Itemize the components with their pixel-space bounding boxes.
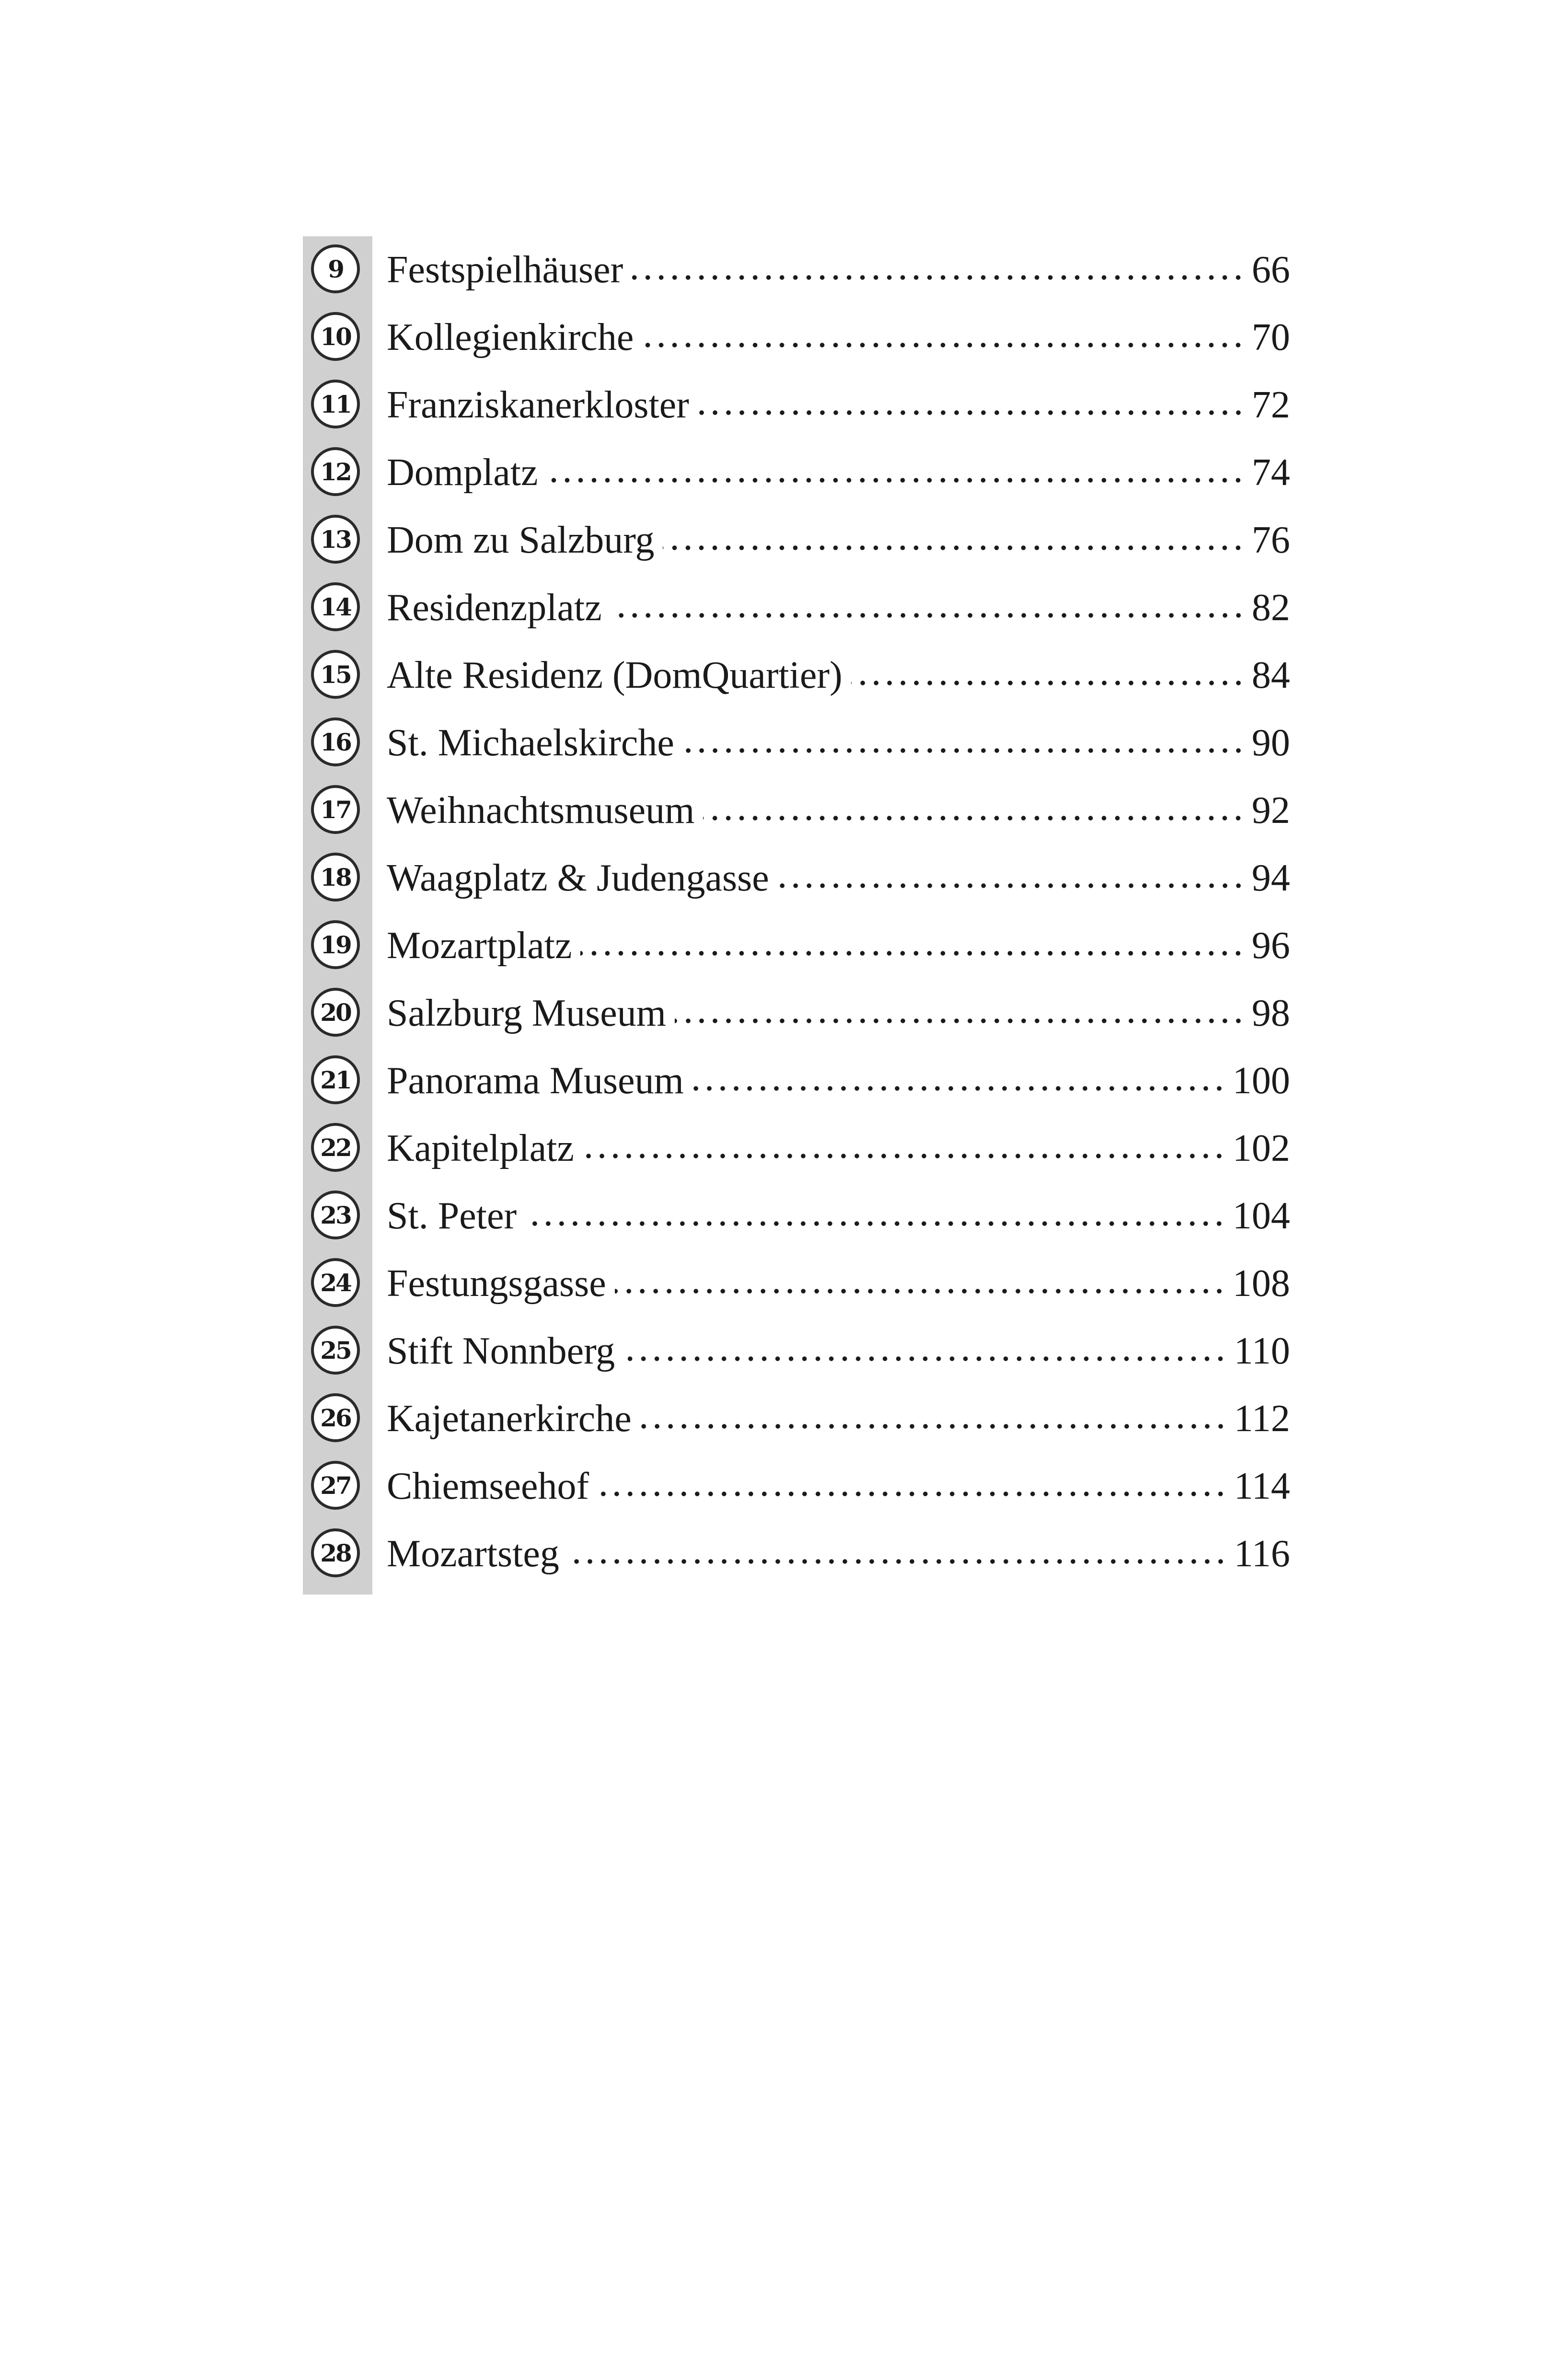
entry-number-badge: 23 bbox=[311, 1191, 360, 1239]
dot-leader bbox=[663, 545, 1245, 551]
entry-title: St. Peter bbox=[387, 1195, 517, 1237]
toc-entry[interactable] bbox=[303, 236, 1290, 304]
entry-page-number: 100 bbox=[1233, 1060, 1290, 1102]
entry-number-badge: 20 bbox=[311, 988, 360, 1037]
dot-leader bbox=[632, 275, 1245, 280]
entry-title: Panorama Museum bbox=[387, 1060, 684, 1102]
toc-entry[interactable] bbox=[303, 912, 1290, 980]
entry-page-number: 102 bbox=[1233, 1127, 1290, 1169]
dot-leader bbox=[851, 680, 1245, 686]
entry-title: Festungsgasse bbox=[387, 1262, 606, 1305]
toc-entry[interactable] bbox=[303, 1318, 1290, 1385]
entry-page-number: 82 bbox=[1252, 587, 1290, 629]
entry-page-number: 76 bbox=[1252, 519, 1290, 561]
entry-title: Dom zu Salzburg bbox=[387, 519, 655, 561]
dot-leader bbox=[640, 1423, 1227, 1429]
dot-leader bbox=[611, 613, 1245, 618]
dot-leader bbox=[675, 1018, 1245, 1024]
entry-number-badge: 16 bbox=[311, 717, 360, 766]
entry-page-number: 66 bbox=[1252, 249, 1290, 291]
entry-title: Residenzplatz bbox=[387, 587, 602, 629]
entry-title: Franziskanerkloster bbox=[387, 384, 689, 426]
entry-page-number: 110 bbox=[1234, 1330, 1290, 1372]
toc-entry[interactable] bbox=[303, 1182, 1290, 1250]
entry-page-number: 96 bbox=[1252, 925, 1290, 967]
entry-page-number: 116 bbox=[1234, 1533, 1290, 1575]
entry-number-badge: 24 bbox=[311, 1258, 360, 1307]
toc-entry[interactable] bbox=[303, 574, 1290, 642]
entry-title: St. Michaelskirche bbox=[387, 722, 674, 764]
entry-page-number: 92 bbox=[1252, 789, 1290, 832]
entry-title: Weihnachtsmuseum bbox=[387, 789, 695, 832]
entry-number-badge: 28 bbox=[311, 1528, 360, 1577]
entry-number-badge: 22 bbox=[311, 1123, 360, 1172]
dot-leader bbox=[598, 1491, 1227, 1497]
entry-number-badge: 11 bbox=[311, 380, 360, 428]
entry-page-number: 72 bbox=[1252, 384, 1290, 426]
dot-leader bbox=[683, 748, 1245, 753]
dot-leader bbox=[546, 477, 1245, 483]
entry-page-number: 104 bbox=[1233, 1195, 1290, 1237]
toc-entry[interactable] bbox=[303, 980, 1290, 1047]
toc-entry[interactable] bbox=[303, 1250, 1290, 1318]
toc-entry[interactable] bbox=[303, 709, 1290, 777]
toc-entry[interactable] bbox=[303, 642, 1290, 709]
dot-leader bbox=[615, 1288, 1226, 1294]
dot-leader bbox=[703, 815, 1245, 821]
entry-number-badge: 12 bbox=[311, 447, 360, 496]
entry-number-badge: 19 bbox=[311, 920, 360, 969]
entry-title: Kollegienkirche bbox=[387, 316, 634, 358]
toc-entry[interactable] bbox=[303, 1453, 1290, 1520]
entry-page-number: 94 bbox=[1252, 857, 1290, 899]
toc-entry[interactable] bbox=[303, 844, 1290, 912]
toc-entry[interactable] bbox=[303, 1385, 1290, 1453]
dot-leader bbox=[778, 883, 1245, 889]
entry-title: Mozartsteg bbox=[387, 1533, 559, 1575]
entry-page-number: 112 bbox=[1234, 1398, 1290, 1440]
entry-number-badge: 14 bbox=[311, 582, 360, 631]
entry-title: Stift Nonnberg bbox=[387, 1330, 615, 1372]
toc-entry[interactable] bbox=[303, 777, 1290, 844]
entry-page-number: 108 bbox=[1233, 1262, 1290, 1305]
dot-leader bbox=[568, 1559, 1227, 1564]
toc-entry[interactable] bbox=[303, 439, 1290, 507]
entry-number-badge: 9 bbox=[311, 244, 360, 293]
entry-number-badge: 17 bbox=[311, 785, 360, 834]
entry-title: Salzburg Museum bbox=[387, 992, 666, 1034]
dot-leader bbox=[525, 1221, 1226, 1226]
dot-leader bbox=[580, 950, 1245, 956]
entry-number-badge: 27 bbox=[311, 1461, 360, 1510]
entry-page-number: 70 bbox=[1252, 316, 1290, 358]
entry-title: Alte Residenz (DomQuartier) bbox=[387, 654, 842, 696]
dot-leader bbox=[692, 1086, 1226, 1091]
entry-title: Chiemseehof bbox=[387, 1465, 589, 1507]
dot-leader bbox=[642, 342, 1245, 348]
dot-leader bbox=[698, 410, 1245, 416]
entry-number-badge: 25 bbox=[311, 1326, 360, 1375]
toc-entry[interactable] bbox=[303, 1047, 1290, 1115]
entry-number-badge: 10 bbox=[311, 312, 360, 361]
entry-page-number: 90 bbox=[1252, 722, 1290, 764]
entry-title: Kapitelplatz bbox=[387, 1127, 574, 1169]
entry-number-badge: 21 bbox=[311, 1055, 360, 1104]
toc-entry[interactable] bbox=[303, 507, 1290, 574]
toc-entry[interactable] bbox=[303, 304, 1290, 371]
entry-page-number: 84 bbox=[1252, 654, 1290, 696]
entry-number-badge: 15 bbox=[311, 650, 360, 699]
entry-page-number: 114 bbox=[1234, 1465, 1290, 1507]
entry-title: Festspielhäuser bbox=[387, 249, 623, 291]
entry-title: Kajetanerkirche bbox=[387, 1398, 632, 1440]
entry-title: Waagplatz & Judengasse bbox=[387, 857, 769, 899]
toc-entry[interactable] bbox=[303, 1115, 1290, 1182]
toc-entry[interactable] bbox=[303, 371, 1290, 439]
entry-number-badge: 26 bbox=[311, 1393, 360, 1442]
entry-page-number: 74 bbox=[1252, 451, 1290, 494]
entry-number-badge: 18 bbox=[311, 853, 360, 902]
dot-leader bbox=[623, 1356, 1227, 1362]
entry-title: Domplatz bbox=[387, 451, 538, 494]
entry-title: Mozartplatz bbox=[387, 925, 572, 967]
toc-entry[interactable] bbox=[303, 1520, 1290, 1588]
dot-leader bbox=[583, 1153, 1226, 1159]
entry-page-number: 98 bbox=[1252, 992, 1290, 1034]
entry-number-badge: 13 bbox=[311, 515, 360, 564]
